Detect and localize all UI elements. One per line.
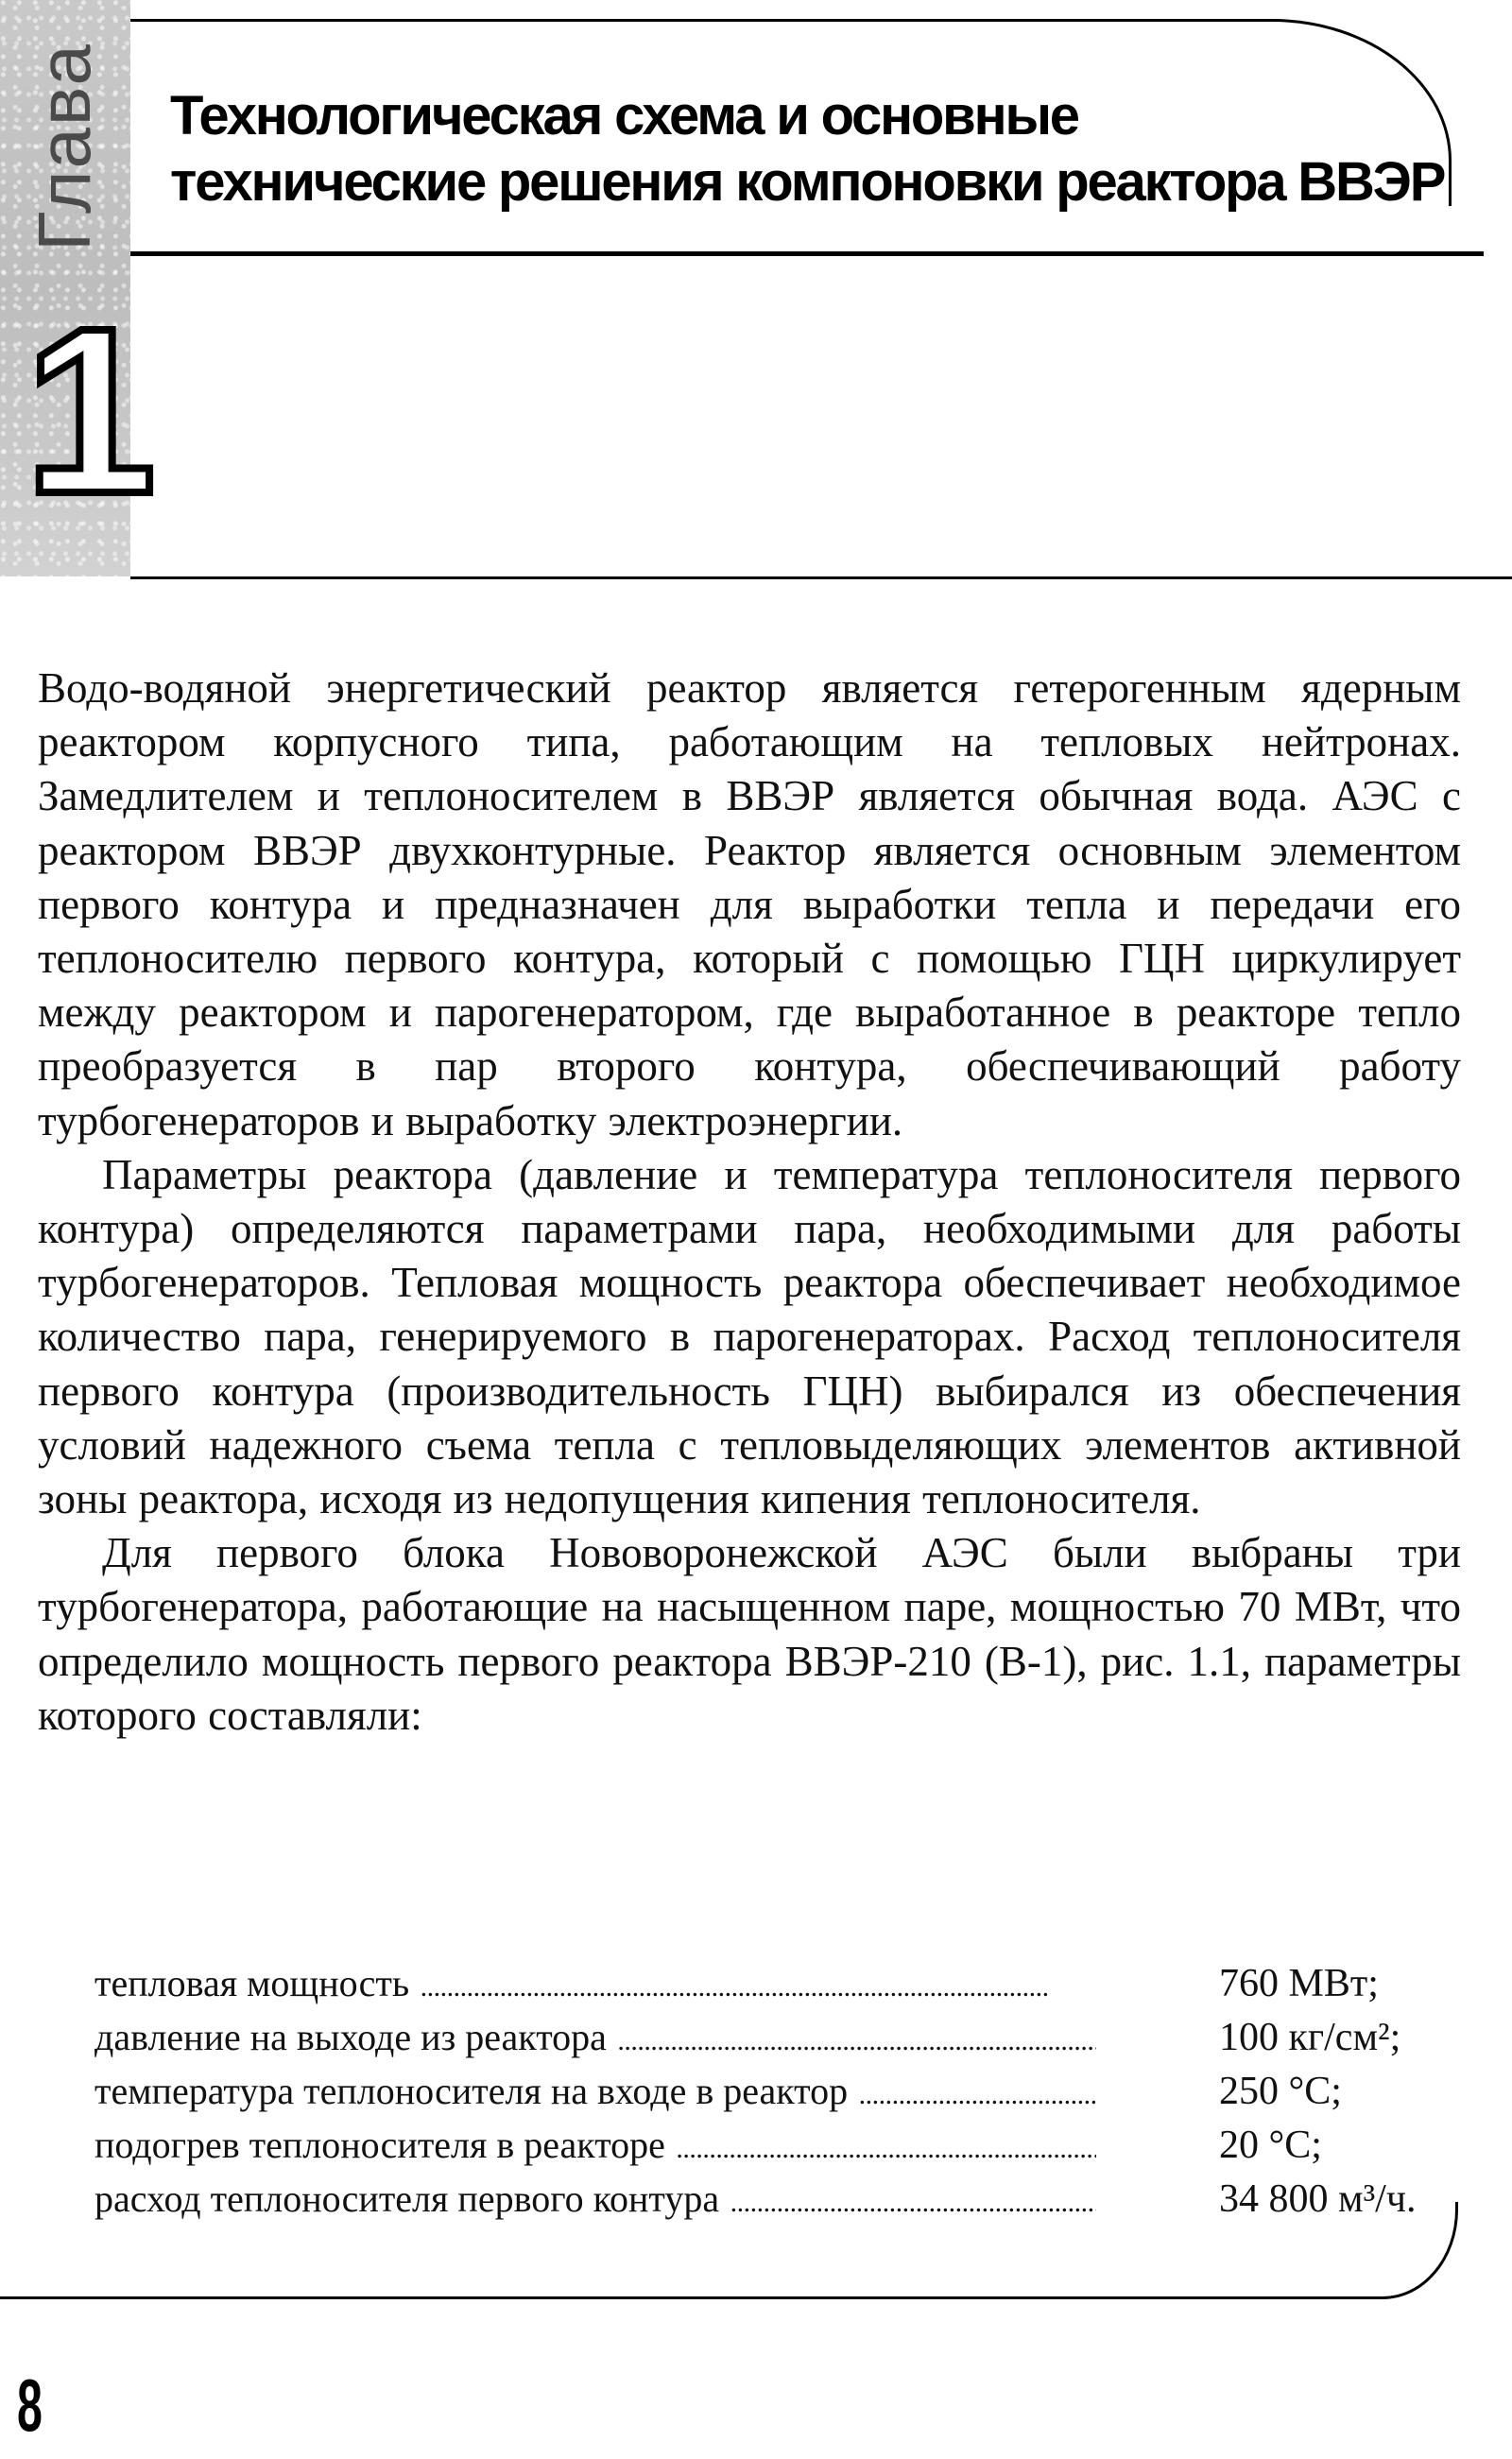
parameter-row: [94, 1961, 1465, 2015]
parameter-name: давление на выходе из реактора . . .: [94, 2015, 1096, 2059]
chapter-word: Глава: [22, 42, 106, 251]
paragraph-1: Водо-водяной энергетический реактор является гетерогенным ядерным реактором корпусного типа, работающим на тепловых нейтронах. Замедлителем и теплоносителем в ВВЭР является обычная вода. АЭС с реактором ВВЭР двухконтурные. Реактор является основным элементом первого контура и предназначен для выработки тепла и передачи его теплоносителю первого контура, который с помощью ГЦН циркулирует между реактором и парогенератором, где выработанное в реакторе тепло преобразуется в пар второго контура, обеспечивающий работу турбогенераторов и выработку электроэнергии.: [38, 664, 1461, 1144]
parameter-name: тепловая мощность . . .: [94, 1961, 1096, 2005]
parameter-name: расход теплоносителя первого контура . . .: [94, 2176, 1096, 2221]
title-underline: [130, 251, 1484, 256]
paragraph-3: Для первого блока Нововоронежской АЭС были выбраны три турбогенератора, работающие на насыщенном паре, мощностью 70 МВт, что определило мощность первого реактора ВВЭР-210 (В-1), рис. 1.1, параметры которого составляли:: [38, 1529, 1461, 1739]
footer-frame: [0, 2202, 1458, 2299]
header-divider: [130, 576, 1512, 579]
parameter-row: [94, 2069, 1465, 2123]
chapter-title: [170, 83, 1512, 215]
body-text: [38, 662, 1461, 1743]
parameter-row: [94, 2123, 1465, 2176]
chapter-tab: [0, 0, 157, 576]
chapter-title-line-2: технические решения компоновки реактора ВВЭР: [170, 151, 1445, 213]
parameter-value: 34 800 м³/ч.: [1219, 2177, 1417, 2221]
parameter-name: подогрев теплоносителя в реакторе . . .: [94, 2123, 1096, 2167]
parameter-value: 20 °С;: [1219, 2124, 1322, 2167]
chapter-label: [17, 38, 112, 255]
chapter-title-line-1: Технологическая схема и основные: [170, 85, 1078, 146]
parameter-name: температура теплоносителя на входе в реактор . . .: [94, 2069, 1096, 2113]
parameter-list: [94, 1961, 1465, 2230]
parameter-row: [94, 2015, 1465, 2069]
paragraph-2: Параметры реактора (давление и температура теплоносителя первого контура) определяются параметрами пара, необходимыми для работы турбогенераторов. Тепловая мощность реактора обеспечивает необходимое количество пара, генерируемого в парогенераторах. Расход теплоносителя первого контура (производительность ГЦН) выбирался из обеспечения условий надежного съема тепла с тепловыделяющих элементов активной зоны реактора, исходя из недопущения кипения теплоносителя.: [38, 1150, 1461, 1523]
page-number: 8: [17, 2364, 43, 2447]
chapter-number: 1: [25, 279, 157, 542]
parameter-value: 760 МВт;: [1219, 1962, 1379, 2005]
parameter-value: 250 °С;: [1219, 2070, 1342, 2113]
parameter-value: 100 кг/см²;: [1219, 2016, 1401, 2059]
